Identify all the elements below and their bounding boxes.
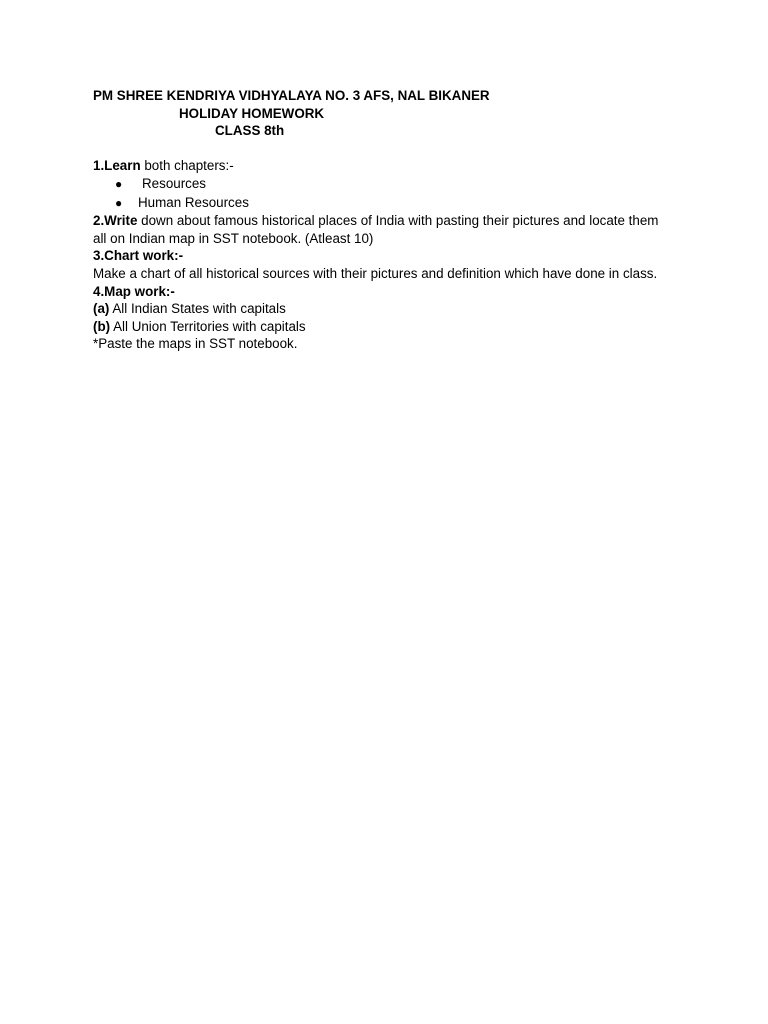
- task-4-item-a: [93, 300, 693, 318]
- class-label: CLASS 8th: [215, 123, 285, 139]
- document-page: [93, 87, 693, 353]
- task-1-label: 1.Learn: [93, 158, 141, 174]
- item-text: All Union Territories with capitals: [110, 318, 306, 334]
- task-3-text: Make a chart of all historical sources with their pictures and definition which have done in class.: [93, 265, 658, 281]
- task-3-label: [93, 247, 693, 265]
- bullet-icon: ●: [115, 176, 123, 191]
- item-marker: (b): [93, 318, 111, 334]
- task-4-label: [93, 283, 693, 301]
- task-1: [93, 157, 693, 175]
- list-item: [93, 175, 693, 194]
- task-4-heading: 4.Map work:-: [93, 283, 175, 299]
- bullet-icon: ●: [115, 195, 123, 210]
- list-item-text: Resources: [142, 175, 207, 191]
- task-4-item-b: [93, 318, 693, 336]
- blank-line: [93, 140, 693, 158]
- homework-subtitle: HOLIDAY HOMEWORK: [179, 105, 325, 121]
- item-marker: (a): [93, 301, 110, 317]
- task-2: [93, 212, 663, 247]
- task-3-heading: 3.Chart work:-: [93, 248, 184, 264]
- task-2-label: 2.Write: [93, 213, 138, 229]
- task-2-text: down about famous historical places of India with pasting their pictures and locate them all on Indian map in SST notebook. (Atleast 10): [93, 213, 659, 246]
- list-item: [93, 194, 693, 213]
- school-title: PM SHREE KENDRIYA VIDHYALAYA NO. 3 AFS, NAL BIKANER: [93, 88, 490, 103]
- item-text: All Indian States with capitals: [109, 301, 286, 317]
- task-4-note: *Paste the maps in SST notebook.: [93, 336, 298, 352]
- task-1-text: both chapters:-: [140, 158, 234, 174]
- list-item-text: Human Resources: [138, 194, 249, 210]
